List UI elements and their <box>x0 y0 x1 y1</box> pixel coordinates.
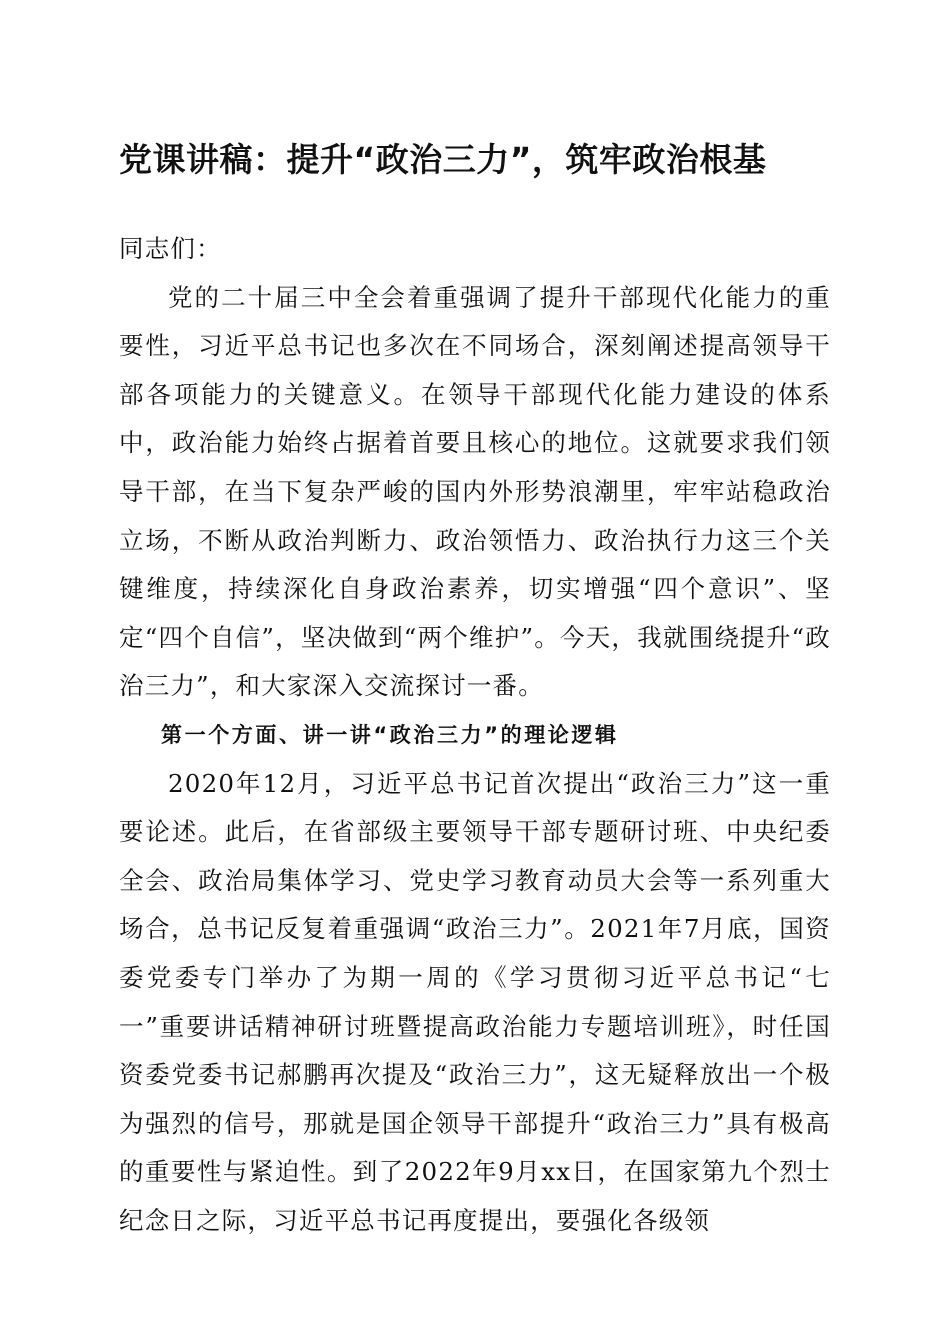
section-heading: 第一个方面、讲一讲“政治三力”的理论逻辑 <box>161 722 619 747</box>
salutation: 同志们： <box>119 234 222 263</box>
document-body <box>119 225 831 1245</box>
intro-paragraph: 党的二十届三中全会着重强调了提升干部现代化能力的重要性，习近平总书记也多次在不同场合，深刻阐述提高领导干部各项能力的关键意义。在领导干部现代化能力建设的体系中，政治能力始终占据着首要且核心的地位。这就要求我们领导干部，在当下复杂严峻的国内外形势浪潮里，牢牢站稳政治立场，不断从政治判断力、政治领悟力、政治执行力这三个关键维度，持续深化自身政治素养，切实增强“四个意识”、坚定“四个自信”，坚决做到“两个维护”。今天，我就围绕提升“政治三力”，和大家深入交流探讨一番。 <box>119 282 831 701</box>
document-title: 党课讲稿：提升“政治三力”，筑牢政治根基 <box>119 140 767 179</box>
section-paragraph: 2020年12月，习近平总书记首次提出“政治三力”这一重要论述。此后，在省部级主要领导干部专题研讨班、中央纪委全会、政治局集体学习、党史学习教育动员大会等一系列重大场合，总书记反复着重强调“政治三力”。2021年7月底，国资委党委专门举办了为期一周的《学习贯彻习近平总书记“七一”重要讲话精神研讨班暨提高政治能力专题培训班》，时任国资委党委书记郝鹏再次提及“政治三力”，这无疑释放出一个极为强烈的信号，那就是国企领导干部提升“政治三力”具有极高的重要性与紧迫性。到了2022年9月xx日，在国家第九个烈士纪念日之际，习近平总书记再度提出，要强化各级领 <box>119 768 831 1235</box>
